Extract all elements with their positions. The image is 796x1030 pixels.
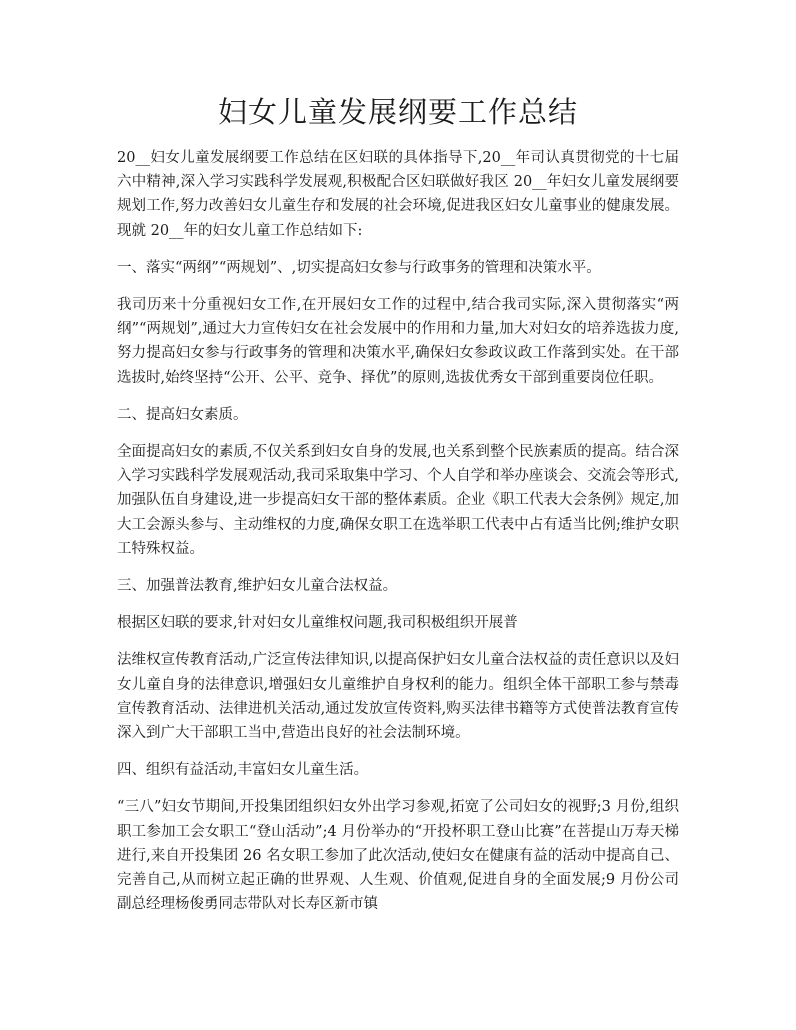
paragraph-section-4: “三八”妇女节期间,开投集团组织妇女外出学习参观,拓宽了公司妇女的视野;3 月份,组织职工参加工会女职工“登山活动”;4 月份举办的“开投杯职工登山比赛”在菩提山万寿天梯进行,来自开投集团 26 名女职工参加了此次活动,使妇女在健康有益的活动中提高自己、完善自己,从而树立起正确的世界观、人生观、价值观,促进自身的全面发展;9 月份公司副总经理杨俊勇同志带队对长寿区新市镇 bbox=[117, 799, 679, 913]
section-heading-4: 四、组织有益活动,丰富妇女儿童生活。 bbox=[117, 762, 369, 779]
paragraph-section-1: 我司历来十分重视妇女工作,在开展妇女工作的过程中,结合我司实际,深入贯彻落实“两纲”“两规划”,通过大力宣传妇女在社会发展中的作用和力量,加大对妇女的培养选拔力度,努力提高妇女参与行政事务的管理和决策水平,确保妇女参政议政工作落到实处。在干部选拔时,始终坚持“公开、公平、竞争、择优”的原则,选拔优秀女干部到重要岗位任职。 bbox=[117, 297, 679, 386]
section-heading-3: 三、加强普法教育,维护妇女儿童合法权益。 bbox=[117, 578, 398, 595]
paragraph-section-3a: 根据区妇联的要求,针对妇女儿童维权问题,我司积极组织开展普 bbox=[117, 615, 518, 632]
section-heading-2: 二、提高妇女素质。 bbox=[117, 406, 248, 423]
paragraph-section-3b: 法维权宣传教育活动,广泛宣传法律知识,以提高保护妇女儿童合法权益的责任意识以及妇女儿童自身的法律意识,增强妇女儿童维护自身权利的能力。组织全体干部职工参与禁毒宣传教育活动、法律进机关活动,通过发放宣传资料,购买法律书籍等方式使普法教育宣传深入到广大干部职工当中,营造出良好的社会法制环境。 bbox=[117, 652, 679, 742]
paragraph-intro: 20__妇女儿童发展纲要工作总结在区妇联的具体指导下,20__年司认真贯彻党的十七届六中精神,深入学习实践科学发展观,积极配合区妇联做好我区 20__年妇女儿童发展纲要规划工作,努力改善妇女儿童生存和发展的社会环境,促进我区妇女儿童事业的健康发展。现就 20__年的妇女儿童工作总结如下: bbox=[117, 150, 679, 239]
document-title: 妇女儿童发展纲要工作总结 bbox=[217, 95, 578, 129]
section-heading-1: 一、落实“两纲”“两规划”、,切实提高妇女参与行政事务的管理和决策水平。 bbox=[117, 259, 601, 276]
paragraph-section-2: 全面提高妇女的素质,不仅关系到妇女自身的发展,也关系到整个民族素质的提高。结合深入学习实践科学发展观活动,我司采取集中学习、个人自学和举办座谈会、交流会等形式,加强队伍自身建设,进一步提高妇女干部的整体素质。企业《职工代表大会条例》规定,加大工会源头参与、主动维权的力度,确保女职工在选举职工代表中占有适当比例;维护女职工特殊权益。 bbox=[117, 444, 679, 557]
document-body bbox=[117, 146, 679, 929]
